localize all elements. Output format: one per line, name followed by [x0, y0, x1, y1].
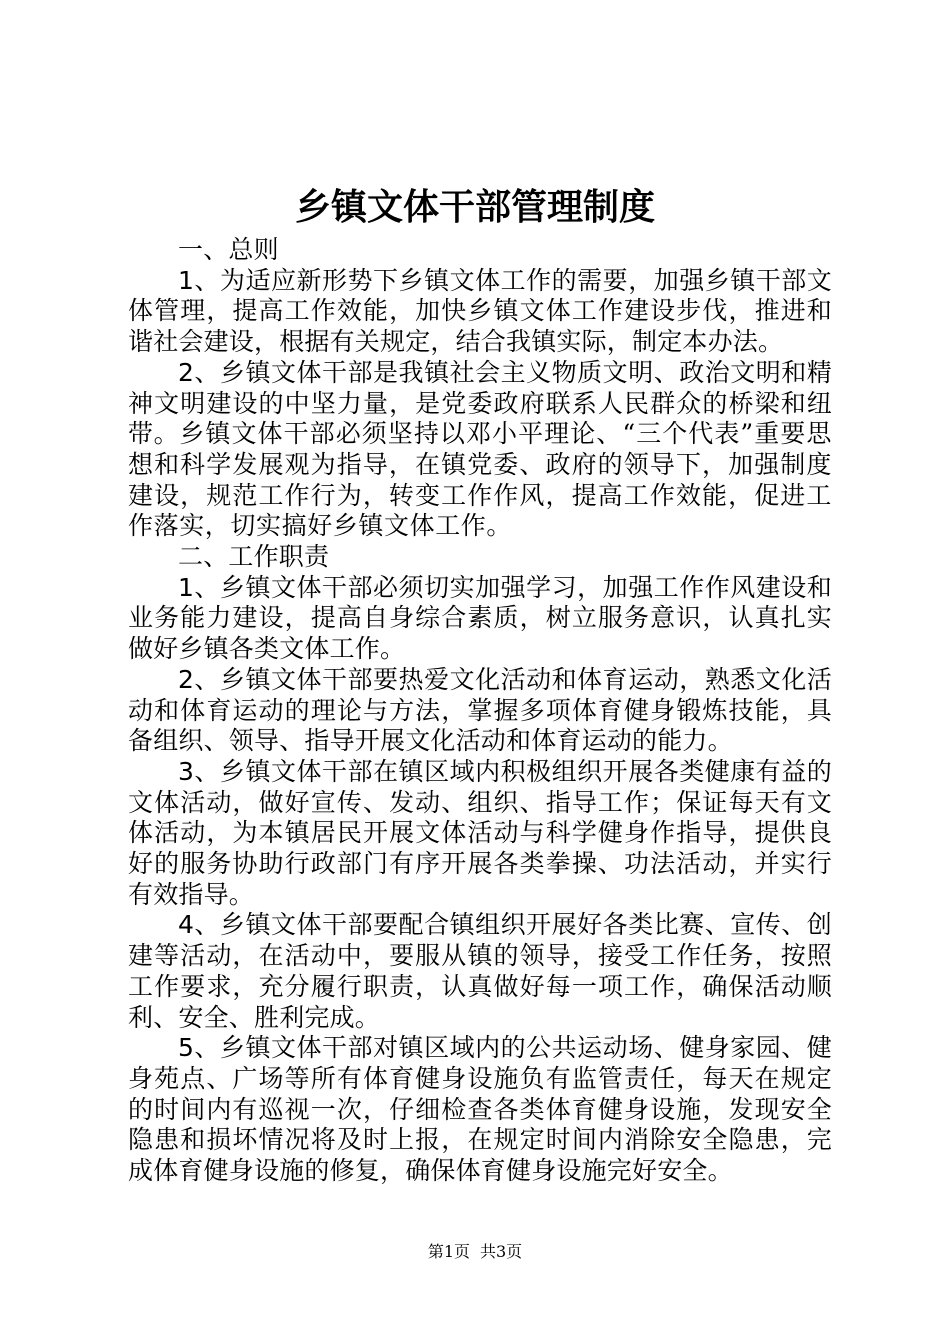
page-total: 共3页: [480, 1242, 523, 1261]
paragraph: [128, 358, 832, 542]
section-heading-general: 一、总则: [178, 235, 279, 264]
paragraph: 1、为适应新形势下乡镇文体工作的需要，加强乡镇干部文体管理，提高工作效能，加快乡镇文体工作建设步伐，推进和谐社会建设，根据有关规定，结合我镇实际，制定本办法。: [128, 265, 832, 357]
page-footer: [0, 1242, 950, 1262]
page-number: 第1页: [427, 1242, 470, 1261]
paragraph: 4、乡镇文体干部要配合镇组织开展好各类比赛、宣传、创建等活动，在活动中，要服从镇的领导，接受工作任务，按照工作要求，充分履行职责，认真做好每一项工作，确保活动顺利、安全、胜利完成。: [128, 910, 832, 1032]
paragraph: 5、乡镇文体干部对镇区域内的公共运动场、健身家园、健身苑点、广场等所有体育健身设施负有监管责任，每天在规定的时间内有巡视一次，仔细检查各类体育健身设施，发现安全隐患和损坏情况将及时上报，在规定时间内消除安全隐患，完成体育健身设施的修复，确保体育健身设施完好安全。: [128, 1033, 832, 1186]
paragraph-text: 2、乡镇文体干部是我镇社会主义物质文明、政治文明和精神文明建设的中坚力量，是党委政府联系人民群众的桥梁和纽带。: [128, 357, 832, 449]
document-title: 乡镇文体干部管理制度: [294, 187, 655, 228]
document-body: [128, 235, 832, 1187]
section-heading-duties: 二、工作职责: [178, 542, 330, 572]
paragraph: 1、乡镇文体干部必须切实加强学习，加强工作作风建设和业务能力建设，提高自身综合素质，树立服务意识，认真扎实做好乡镇各类文体工作。: [128, 572, 832, 664]
paragraph-text-light: 乡镇文体干部必须坚持以邓小平理论、“三个代表”重要思想和科学发展观为指导，在镇党委、政府的领导下，加强制度建设，规范工作行为，转变工作作风，提高工作效能，促进工作落实，切实搞好乡镇文体工作。: [128, 419, 832, 541]
paragraph: 3、乡镇文体干部在镇区域内积极组织开展各类健康有益的文体活动，做好宣传、发动、组织、指导工作；保证每天有文体活动，为本镇居民开展文体活动与科学健身作指导，提供良好的服务协助行政部门有序开展各类拳操、功法活动，并实行有效指导。: [128, 756, 832, 909]
paragraph: 2、乡镇文体干部要热爱文化活动和体育运动，熟悉文化活动和体育运动的理论与方法，掌握多项体育健身锻炼技能，具备组织、领导、指导开展文化活动和体育运动的能力。: [128, 664, 832, 756]
